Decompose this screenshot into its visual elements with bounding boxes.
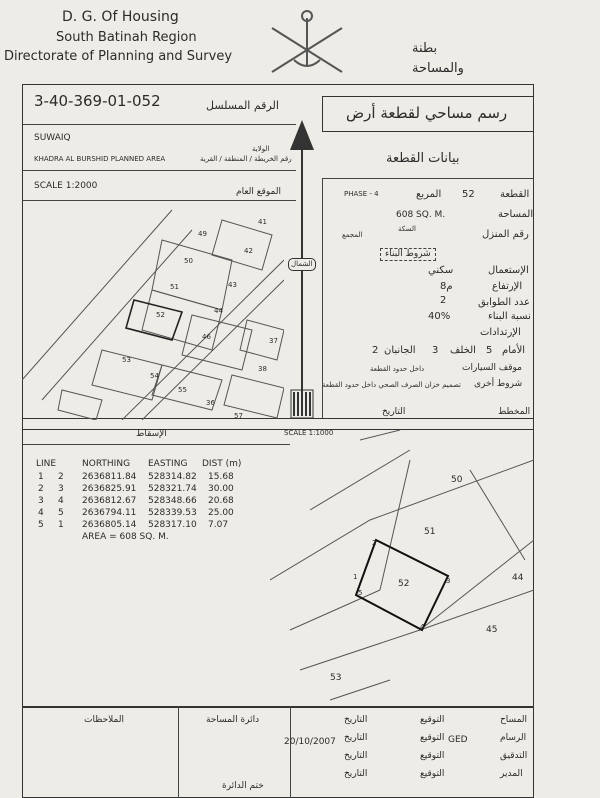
detail-plan: [270, 430, 534, 706]
planner-label: المخطط: [498, 407, 531, 417]
stamp-label: ختم الدائرة: [222, 781, 264, 791]
area-label: المساحة: [498, 209, 534, 220]
projection-scale: SCALE 1:1000: [284, 429, 334, 437]
corner-1: 1: [353, 573, 358, 581]
site-plot-41: 41: [258, 218, 267, 226]
use-value: سكني: [428, 265, 454, 276]
height-value: 8م: [440, 281, 453, 292]
parking-label: موقف السيارات: [462, 363, 522, 373]
site-plot-53: 53: [122, 356, 131, 364]
site-plot-44: 44: [214, 307, 223, 315]
detail-plot-45: 45: [486, 625, 498, 635]
gsd-code: GED: [448, 735, 468, 745]
use-label: الإستعمال: [488, 265, 529, 276]
site-map: [22, 200, 284, 420]
detail-plot-50: 50: [451, 475, 463, 485]
col-line: LINE: [36, 459, 57, 469]
notes-label: الملاحظات: [84, 715, 124, 725]
front-value: 5: [486, 345, 493, 356]
back-label: الخلف: [450, 345, 476, 356]
serial-number: 3-40-369-01-052: [34, 92, 161, 110]
sides-label: الجانبان: [384, 345, 416, 356]
other-label: شروط أخرى: [474, 379, 523, 389]
site-plot-52: 52: [156, 311, 165, 319]
detail-plot-53: 53: [330, 673, 342, 683]
back-value: 3: [432, 345, 439, 356]
col-easting: EASTING: [148, 459, 188, 469]
site-label: الموقع العام: [236, 187, 281, 197]
other-value: تصميم خزان الصرف الصحي داخل حدود القطعة: [322, 381, 461, 389]
ratio-label: نسبة البناء: [488, 311, 531, 322]
dg-housing: D. G. Of Housing: [62, 9, 179, 25]
area-total: AREA = 608 SQ. M.: [82, 532, 169, 542]
sides-value: 2: [372, 345, 379, 356]
height-label: الإرتفاع: [492, 281, 523, 292]
front-label: الأمام: [502, 345, 526, 356]
corner-5: 5: [358, 589, 363, 597]
floors-label: عدد الطوابق: [478, 297, 530, 308]
projection-label: الإسقاط: [136, 429, 167, 439]
site-plot-50: 50: [184, 257, 193, 265]
drafter-label: الرسام: [500, 733, 527, 743]
site-plot-38: 38: [258, 365, 267, 373]
north-label: الشمال: [288, 258, 316, 271]
checker-label: التدقيق: [500, 751, 528, 761]
wilayat: SUWAIQ: [34, 133, 71, 143]
house-label: رقم المنزل: [482, 229, 529, 240]
site-plot-43: 43: [228, 281, 237, 289]
serial-label: الرقم المسلسل: [206, 99, 279, 112]
footer-signature-3: التوقيع: [420, 751, 445, 761]
corner-2: 2: [372, 539, 377, 547]
site-plot-42: 42: [244, 247, 253, 255]
parking-value: داخل حدود القطعة: [370, 365, 425, 373]
footer-signature-4: التوقيع: [420, 769, 445, 779]
oman-emblem: [262, 0, 352, 80]
survey-dept-label: دائرة المساحة: [206, 715, 260, 725]
sketch-title: رسم مساحي لقطعة أرض: [346, 104, 508, 122]
phase: PHASE - 4: [344, 190, 379, 198]
footer-date-1: التاريخ: [344, 715, 368, 725]
plot-label: القطعة: [500, 189, 530, 200]
area-value: 608 SQ. M.: [396, 210, 446, 220]
site-plot-57: 57: [234, 412, 243, 420]
region-name: South Batinah Region: [56, 30, 197, 45]
corner-3: 3: [446, 577, 451, 585]
wilayat-label: الولاية: [252, 145, 270, 153]
director-label: المدير: [500, 769, 523, 779]
plot-number: 52: [462, 189, 475, 200]
plot-data-title: بيانات القطعة: [386, 151, 460, 166]
planned-area: KHADRA AL BURSHID PLANNED AREA: [34, 155, 166, 163]
site-plot-37: 37: [269, 337, 278, 345]
footer-date-2: التاريخ: [344, 733, 368, 743]
conditions-label: شروط البناء: [380, 248, 436, 261]
col-dist: DIST (m): [202, 459, 242, 469]
ratio-value: 40%: [428, 311, 451, 322]
site-plot-49: 49: [198, 230, 207, 238]
detail-plot-51: 51: [424, 527, 436, 537]
footer-date-value: 20/10/2007: [284, 737, 336, 747]
plot-date-label: التاريخ: [382, 407, 406, 417]
detail-plot-44: 44: [512, 573, 524, 583]
footer-date-4: التاريخ: [344, 769, 368, 779]
complex-label: المجمع: [342, 231, 363, 239]
col-northing: NORTHING: [82, 459, 131, 469]
footer-signature-1: التوقيع: [420, 715, 445, 725]
site-plot-46: 46: [202, 333, 211, 341]
detail-plot-52: 52: [398, 579, 410, 589]
site-scale: SCALE 1:2000: [34, 181, 98, 191]
site-plot-54: 54: [150, 372, 159, 380]
block-label: المربع: [416, 189, 442, 200]
directorate-name: Directorate of Planning and Survey: [4, 49, 233, 64]
area-label: رقم الخريطة / المنطقة / القرية: [200, 155, 292, 163]
header-ar-1: بطنة: [412, 41, 438, 56]
setbacks-label: الإرتدادات: [480, 327, 521, 338]
surveyor-label: المساح: [500, 715, 528, 725]
floors-value: 2: [440, 295, 447, 306]
header-ar-2: والمساحة: [412, 61, 464, 76]
site-plot-55: 55: [178, 386, 187, 394]
corner-4: 4: [420, 623, 425, 631]
site-plot-36: 36: [206, 399, 215, 407]
site-plot-51: 51: [170, 283, 179, 291]
lane-label: السكة: [398, 225, 416, 233]
survey-sheet: D. G. Of Housing South Batinah Region Directorate of Planning and Survey بطنة والمساحة 3-40-369-01-052 الرقم المسلسل رسم مساحي لقطعة أرض الشمال SUWAIQ الولاية KHADRA AL BURSHID PLANNED AREA رقم الخريطة / المنطقة / القرية بيانات القطعة SCALE 1:2000 الموقع العام 41 42 43 44 46 49 50 51 52 53 54 55 36 37 38 57 القطعة 52 المربع PHASE - 4 المساحة 608 SQ. M. رقم المنزل السكة المجمع شروط البناء الإستعمال سكني الإرتفاع 8م عدد الطوابق 2 نسبة البناء 40% الإرتدادات الأمام 5 الخلف 3 الجانبان 2 موقف السيارات داخل حدود القطعة شروط أخرى تصميم خزان الصرف الصحي داخل حدود القطعة المخطط التاريخ الإسقاط SCALE 1:1000 LINE NORTHING EASTING DIST (m) 1 2 2636811.84 528314.82 15.68 2 3 2636825.91 528321.74 30.00 3 4 2636812.67 528348.66 20.68 4 5 2636794.11 528339.53 25.00 5 1 2636805.14 528317.10 7.07 AREA = 608 SQ. M. 50 51 52 44 45 53 1 2 3 4 5 الملاحظات دائرة المساحة ختم الدائرة التاريخ التاريخ 20/10/2007 التاريخ التاريخ التوقيع التوقيع GED التوقيع التوقيع المساح الرسام التدقيق المدير: [0, 0, 600, 798]
footer-date-3: التاريخ: [344, 751, 368, 761]
footer-signature-2: التوقيع: [420, 733, 445, 743]
